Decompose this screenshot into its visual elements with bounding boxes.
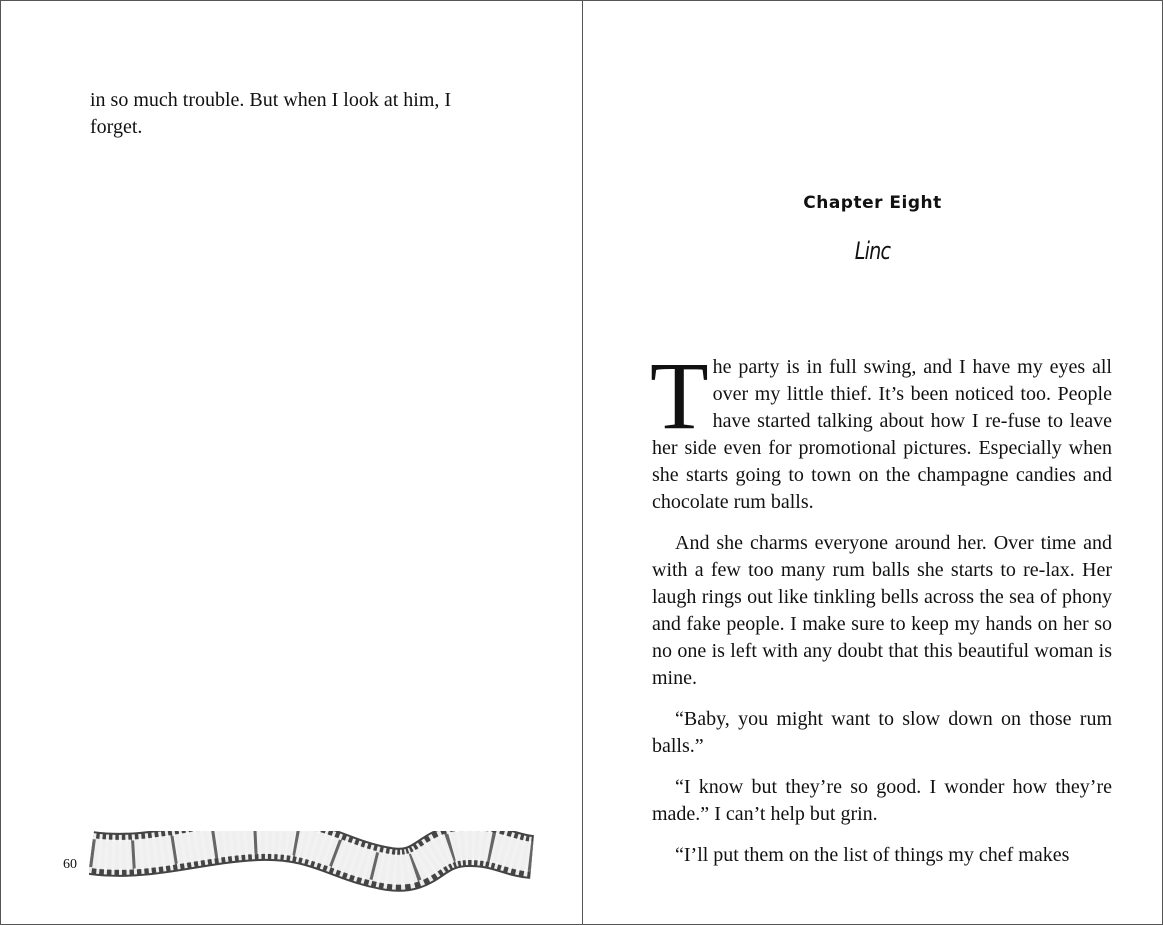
right-page — [583, 1, 1162, 924]
chapter-pov-name: Linc — [854, 237, 891, 265]
paragraph-text: he party is in full swing, and I have my eyes all over my little thief. It’s been noticed too. People have started talking about how I re-fuse to leave her side even for promotional pictures. Especially when she starts going to town on the champagne candies and chocolate rum balls. — [652, 356, 1112, 513]
paragraph: “I’ll put them on the list of things my chef makes — [675, 844, 1070, 866]
paragraph: “Baby, you might want to slow down on those rum balls.” — [652, 708, 1112, 757]
film-strip-ornament — [89, 831, 534, 897]
paragraph — [650, 342, 1112, 516]
paragraph: “I know but they’re so good. I wonder how they’re made.” I can’t help but grin. — [652, 776, 1112, 825]
paragraph: And she charms everyone around her. Over time and with a few too many rum balls she starts to re-lax. Her laugh rings out like tinkling bells across the sea of phony and fake people. I make sure to keep my hands on her so no one is left with any doubt that this beautiful woman is mine. — [652, 532, 1112, 689]
chapter-title: Chapter Eight — [803, 193, 942, 213]
left-page — [1, 1, 583, 924]
left-page-text: in so much trouble. But when I look at him, I forget. — [90, 89, 452, 138]
chapter-body — [650, 342, 1112, 883]
drop-cap: T — [650, 342, 709, 449]
page-number: 60 — [63, 857, 77, 872]
